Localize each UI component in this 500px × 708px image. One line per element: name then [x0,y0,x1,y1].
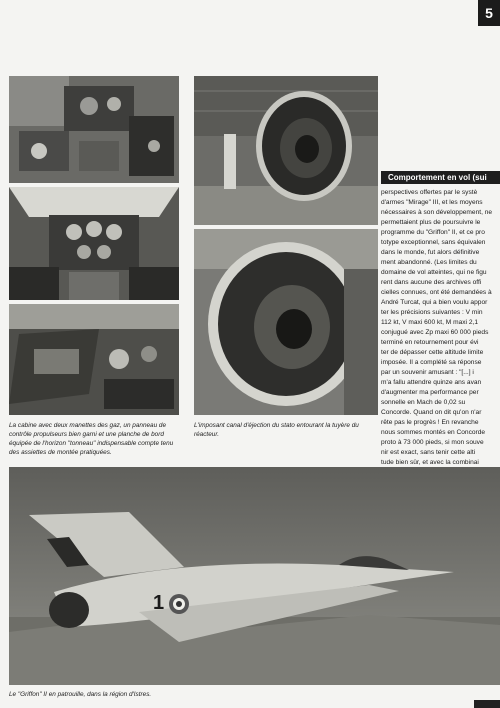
article-line: proto à 73 000 pieds, si mon souve [381,439,484,446]
article-line: perspectives offertes par le systè [381,189,478,196]
article-line: par un souvenir amusant : "[...] i [381,369,474,376]
article-line: programme du "Griffon" II, et ce pro [381,229,485,236]
article-line: imposée. Il a complété sa réponse [381,359,482,366]
article-line: nécessaires à son développement, ne [381,209,493,216]
article-line: cielles connues, ont été demandées à [381,289,492,296]
engine-nozzle-hangar-photo [194,76,378,225]
article-line: 112 kt, V maxi 600 kt, M maxi 2,1 [381,319,478,326]
french-roundel-icon [169,594,189,614]
article-line: ter de dépasser cette altitude limite [381,349,484,356]
article-line: d'armes "Mirage" III, et les moyens [381,199,483,206]
cockpit-photo-middle [9,187,179,300]
section-corner-tab: 5 [478,0,500,26]
aircraft-caption: Le "Griffon" II en patrouille, dans la région d'Istres. [9,691,152,698]
griffon-aircraft-photo [9,467,500,685]
article-line: ment abandonné. (Les limites du [381,259,477,266]
roundel-number: 1 [153,592,165,614]
article-line: m'a fallu attendre quinze ans avan [381,379,482,386]
stato-ejection-duct-photo [194,229,378,415]
article-line: totype exceptionnel, sans équivalen [381,239,486,246]
article-line: conjugué avec Zp maxi 60 000 pieds [381,329,489,336]
article-line: ter les précisions suivantes : V min [381,309,483,316]
section-heading: Comportement en vol (sui [381,171,500,184]
cockpit-photo-bottom [9,304,179,415]
cockpit-photo-top [9,76,179,183]
article-line: rête pas le progrès ! En revanche [381,419,479,426]
article-line: dans le monde, fut alors définitive [381,249,480,256]
article-line: André Turcat, qui a bien voulu appor [381,299,488,306]
cockpit-caption: La cabine avec deux manettes des gaz, un panneau de contrôle propulseurs bien garni et une planche de bord équipée de l'horizon "tonneau" indispensable compte tenu des assiettes de montée pratiquées. [9,422,174,456]
article-line: tude bien sûr, et avec la combinai [381,459,479,466]
article-line: d'augmenter ma performance per [381,389,479,396]
article-line: Concorde. Quand on dit qu'on n'ar [381,409,482,416]
article-body [381,188,500,466]
article-line: rent dans aucune des archives offi [381,279,482,286]
article-line: nir est exact, sans tenir cette alti [381,449,476,456]
article-line: permettaient plus de poursuivre le [381,219,481,226]
nozzle-caption: L'imposant canal d'éjection du stato entourant la tuyère du réacteur. [194,422,359,438]
article-line: terminé en retournement pour évi [381,339,479,346]
roundel-group [153,592,189,615]
article-line: nous sommes montés en Concorde [381,429,486,436]
article-line: domaine de vol atteintes, qui ne figu [381,269,487,276]
page-number-bar [474,700,500,708]
article-line: sonnelle en Mach de 0,02 su [381,399,466,406]
